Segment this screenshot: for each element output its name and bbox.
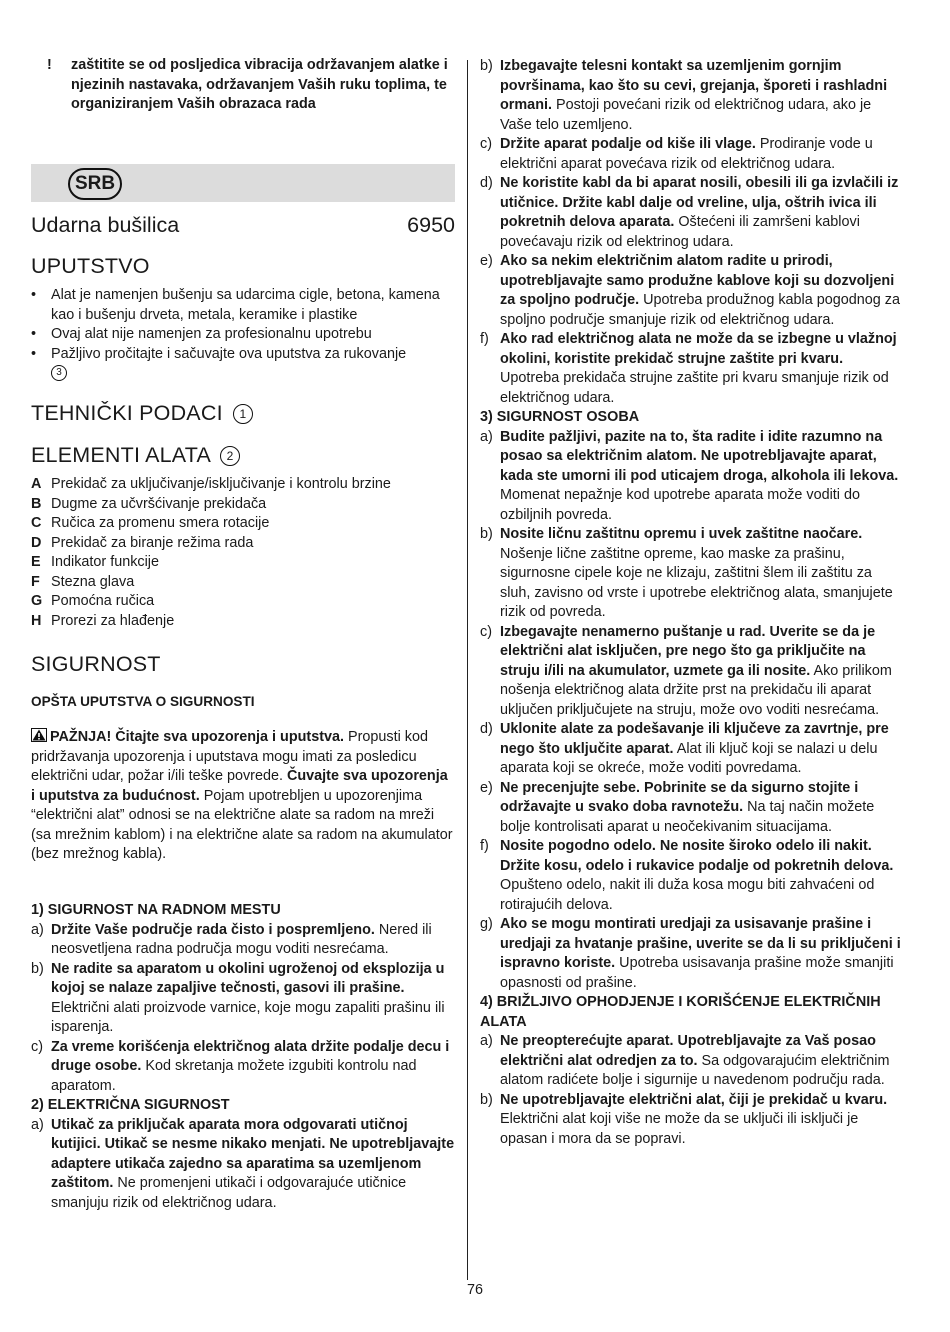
item-key: a) [480, 428, 493, 445]
item-bold: Za vreme korišćenja električnog alata držite podalje decu i druge osobe. [51, 1038, 450, 1074]
safety-item [480, 57, 906, 135]
safety-item [480, 915, 906, 993]
safety-item [480, 252, 906, 330]
usage-bullets [31, 286, 455, 384]
section-title: 2) ELEKTRIČNA SIGURNOST [31, 1097, 230, 1113]
item-key: b) [480, 1091, 493, 1108]
safety-item [31, 960, 455, 1038]
item-text: Sa odgovarajućim električnim alatom radićete bolje i sigurnije u navedenom području rada. [500, 1052, 890, 1088]
warning-mark: ! [47, 57, 52, 73]
element-label: Prekidač za uključivanje/isključivanje i kontrolu brzine [51, 476, 391, 492]
item-key: a) [31, 1116, 44, 1133]
element-key: F [31, 573, 40, 590]
element-key: B [31, 495, 42, 512]
attention-bold-2: Čuvajte sva upozorenja i uputstva za budućnost. [31, 768, 448, 804]
element-label: Dugme za učvršćivanje prekidača [51, 495, 267, 512]
element-label: Stezna glava [51, 573, 135, 590]
tech-heading-text: TEHNIČKI PODACI [31, 401, 223, 425]
language-bar [31, 164, 455, 202]
item-text: Oštećeni ili zamršeni kablovi povećavaju rizik od elektrinog udara. [500, 214, 860, 250]
item-text: Upotreba prekidača strujne zaštite pri kvaru smanjuje rizik od električnog udara. [500, 370, 889, 406]
item-key: a) [31, 921, 44, 938]
element-label: Prorezi za hlađenje [51, 612, 175, 629]
element-item [31, 514, 455, 534]
attention-bold-1: PAŽNJA! Čitajte sva upozorenja i uputstva. [50, 729, 344, 745]
item-text: Nered ili neosvetljena radna područja mogu voditi nesrećama. [51, 921, 432, 957]
element-item [31, 495, 455, 515]
element-key: E [31, 554, 41, 570]
item-text: Opušteno odelo, nakit ili duža kosa mogu biti zahvaćeni od rotirajućih delova. [500, 877, 875, 913]
item-text: Na taj način možete bolje kontrolisati aparat u neočekivanim situacijama. [500, 799, 875, 835]
item-text: Postoji povećani rizik od električnog udara, ako je Vaše telo uzemljeno. [500, 97, 872, 133]
figure-ref-3: 3 [51, 365, 67, 381]
item-key: b) [480, 526, 493, 542]
item-key: e) [480, 253, 493, 269]
item-key: b) [480, 58, 493, 74]
safety-heading: SIGURNOST [31, 652, 161, 676]
item-text: Momenat nepažnje kod upotrebe aparata može voditi do ozbiljnih povreda. [500, 487, 860, 523]
element-key: A [31, 476, 42, 492]
safety-item [480, 428, 906, 526]
attention-text-2: Pojam upotrebljen u upozorenjima “električni alat” odnosi se na električne alate sa radom na mreži (sa mrežnim kablom) i na električne alate sa radom na akumulator (bez mrežnog kabla). [31, 787, 453, 862]
uputstvo-heading: UPUTSTVO [31, 254, 150, 278]
element-label: Prekidač za biranje režima rada [51, 534, 254, 551]
safety-item [480, 837, 906, 915]
safety-item [480, 720, 906, 779]
elements-list [31, 475, 455, 631]
general-safety-heading: OPŠTA UPUTSTVA O SIGURNOSTI [31, 694, 255, 709]
page-number: 76 [466, 1282, 483, 1298]
left-safety-sections [31, 901, 455, 1213]
product-title: Udarna bušilica [31, 213, 180, 237]
safety-item [31, 921, 455, 960]
item-bold: Ne radite sa aparatom u okolini ugroženoj od eksplozija u kojoj se nalaze zapaljive tečnosti, gasovi ili prašine. [51, 960, 445, 996]
item-key: d) [480, 175, 493, 191]
item-key: d) [480, 721, 493, 737]
element-key: G [31, 593, 43, 609]
item-text: Ako prilikom nošenja električnog alata držite prst na prekidaču ili aparat uključen priključujete na struju, može ovo voditi nesrećama. [500, 662, 892, 718]
element-item [31, 573, 455, 593]
item-key: f) [480, 838, 489, 854]
item-text: Električni alati proizvode varnice, koje mogu zapaliti prašinu ili isparenja. [51, 999, 445, 1035]
item-key: g) [480, 916, 493, 932]
item-text: Nošenje lične zaštitne opreme, kao maske za prašinu, sigurnosne cipele koje ne klizaju, zaštitni šlem ili zaštitu za sluh, zavisno od vrste i upotrebe električnog alata, smanjujete rizik od povreda. [500, 545, 893, 620]
item-bold: Ako rad električnog alata ne može da se izbegne u vlažnoj okolini, koristite prekidač strujne zaštite pri kvaru. [500, 331, 897, 367]
item-bold: Ne upotrebljavajte električni alat, čiji je prekidač u kvaru. [500, 1091, 888, 1108]
safety-item [31, 1038, 455, 1097]
item-bold: Držite Vaše područje rada čisto i pospremljeno. [51, 921, 375, 938]
vibration-warning [47, 56, 455, 115]
figure-ref-2: 2 [220, 446, 240, 466]
elements-heading [31, 443, 240, 468]
section-title: 3) SIGURNOST OSOBA [480, 409, 640, 425]
product-model: 6950 [407, 213, 455, 237]
safety-item [480, 330, 906, 408]
element-item [31, 475, 455, 495]
item-key: f) [480, 331, 489, 347]
bullet-item [31, 345, 455, 384]
element-key: D [31, 534, 42, 551]
safety-item [480, 525, 906, 623]
item-bold: Utikač za priključak aparata mora odgovarati utičnoj kutijici. Utikač se nesme nikako menjati. Ne upotrebljavajte adaptere utikača zajedno sa aparatima sa uzemljenom zaštitom. [51, 1116, 455, 1191]
item-text: Kod skretanja možete izgubiti kontrolu nad aparatom. [51, 1058, 417, 1094]
item-bold: Izbegavajte telesni kontakt sa uzemljenim gornjim površinama, kao što su cevi, grejanja, šporeti i rashladni ormani. [500, 58, 888, 113]
item-key: c) [31, 1038, 43, 1055]
bullet-text: Pažljivo pročitajte i sačuvajte ova uputstva za rukovanje [51, 345, 407, 362]
item-text: Upotreba usisavanja prašine može smanjiti opasnosti od prašine. [500, 955, 894, 991]
item-key: e) [480, 779, 493, 796]
item-bold: Budite pažljivi, pazite na to, šta radite i idite razumno na posao sa električnim alatom. Ne upotrebljavajte aparat, kada ste umorni ili pod uticajem droga, alkohola ili lekova. [500, 428, 899, 484]
right-safety-sections [480, 57, 906, 1149]
item-bold: Držite aparat podalje od kiše ili vlage. [500, 136, 756, 152]
safety-item [480, 779, 906, 838]
element-item [31, 534, 455, 554]
bullet-item: • Ovaj alat nije namenjen za profesionalnu upotrebu [31, 325, 455, 345]
product-title-row [31, 213, 455, 238]
safety-item [480, 174, 906, 252]
item-text: Ne promenjeni utikači i odgovarajuće utičnice smanjuju rizik od električnog udara. [51, 1175, 407, 1211]
attention-text-1: Propusti kod pridržavanja upozorenja i uputstava mogu imati za posledicu električni udar, požar i/ili teške povrede. [31, 729, 428, 784]
safety-item [480, 1091, 906, 1150]
element-label: Pomoćna ručica [51, 593, 155, 609]
item-key: a) [480, 1033, 493, 1049]
item-bold: Uklonite alate za podešavanje ili ključeve za zavrtnje, pre nego što uključite aparat. [500, 721, 889, 757]
item-text: Električni alat koji više ne može da se uključi ili isključi je opasan i mora da se popravi. [500, 1111, 859, 1147]
item-text: Alat ili ključ koji se nalazi u delu aparata koji se okreće, može voditi povredama. [500, 740, 878, 776]
item-text: Prodiranje vode u električni aparat povećava rizik od električnog udara. [500, 136, 873, 172]
element-item [31, 553, 455, 573]
safety-item [480, 623, 906, 721]
item-bold: Nosite ličnu zaštitnu opremu i uvek zaštitne naočare. [500, 526, 863, 542]
elements-heading-text: ELEMENTI ALATA [31, 443, 210, 467]
tech-data-heading [31, 401, 253, 426]
element-key: H [31, 612, 42, 629]
item-key: c) [480, 623, 492, 640]
item-bold: Ne preopterećujte aparat. Upotrebljavajte za Vaš posao električni alat odredjen za to. [500, 1033, 876, 1069]
element-key: C [31, 515, 42, 531]
element-item [31, 592, 455, 612]
safety-item [480, 135, 906, 174]
item-key: c) [480, 136, 492, 152]
element-label: Ručica za promenu smera rotacije [51, 515, 270, 531]
warning-text: zaštitite se od posljedica vibracija održavanjem alatke i njezinih nastavaka, održavanjem Vaših ruku toplima, te organiziranjem Vaših obrazaca rada [71, 57, 448, 112]
item-bold: Nosite pogodno odelo. Ne nosite široko odelo ili nakit. Držite kosu, odelo i rukavice podalje od pokretnih delova. [500, 838, 894, 874]
element-label: Indikator funkcije [51, 554, 159, 570]
safety-item [31, 1116, 455, 1214]
section-title: 1) SIGURNOST NA RADNOM MESTU [31, 902, 281, 918]
column-divider [467, 60, 468, 1280]
attention-paragraph [31, 728, 455, 865]
item-bold: Ne koristite kabl da bi aparat nosili, obesili ili ga izvlačili iz utičnice. Držite kabl dalje od vreline, ulja, oštrih ivica ili pokretnih delova aparata. [500, 175, 899, 230]
item-key: b) [31, 960, 44, 977]
language-badge: SRB [68, 168, 122, 200]
safety-item [480, 1032, 906, 1091]
element-item [31, 612, 455, 632]
section-title: 4) BRIŽLJIVO OPHODJENJE I KORIŠĆENJE ELEKTRIČNIH ALATA [480, 994, 881, 1030]
item-bold: Ako sa nekim električnim alatom radite u prirodi, upotrebljavajte samo produžne kablove koji su dozvoljeni za spoljno područje. [500, 253, 895, 308]
item-bold: Ne precenjujte sebe. Pobrinite se da sigurno stojite i održavajte u svako doba ravnotežu. [500, 779, 859, 815]
figure-ref-1: 1 [233, 404, 253, 424]
warning-triangle-icon [31, 728, 47, 742]
item-bold: Ako se mogu montirati uredjaji za usisavanje prašine i uredjaji za hvatanje prašine, uverite se da li su priključeni i ispravno koriste. [500, 916, 901, 971]
bullet-item: • Alat je namenjen bušenju sa udarcima cigle, betona, kamena kao i bušenju drveta, metala, keramike i plastike [31, 286, 455, 325]
item-bold: Izbegavajte nenamerno puštanje u rad. Uverite se da je električni alat isključen, pre nego što ga priključite na struju i/ili na akumulator, uzmete ga ili nosite. [500, 623, 876, 679]
item-text: Upotreba produžnog kabla pogodnog za spoljno područje smanjuje rizik od električnog udara. [500, 292, 900, 328]
